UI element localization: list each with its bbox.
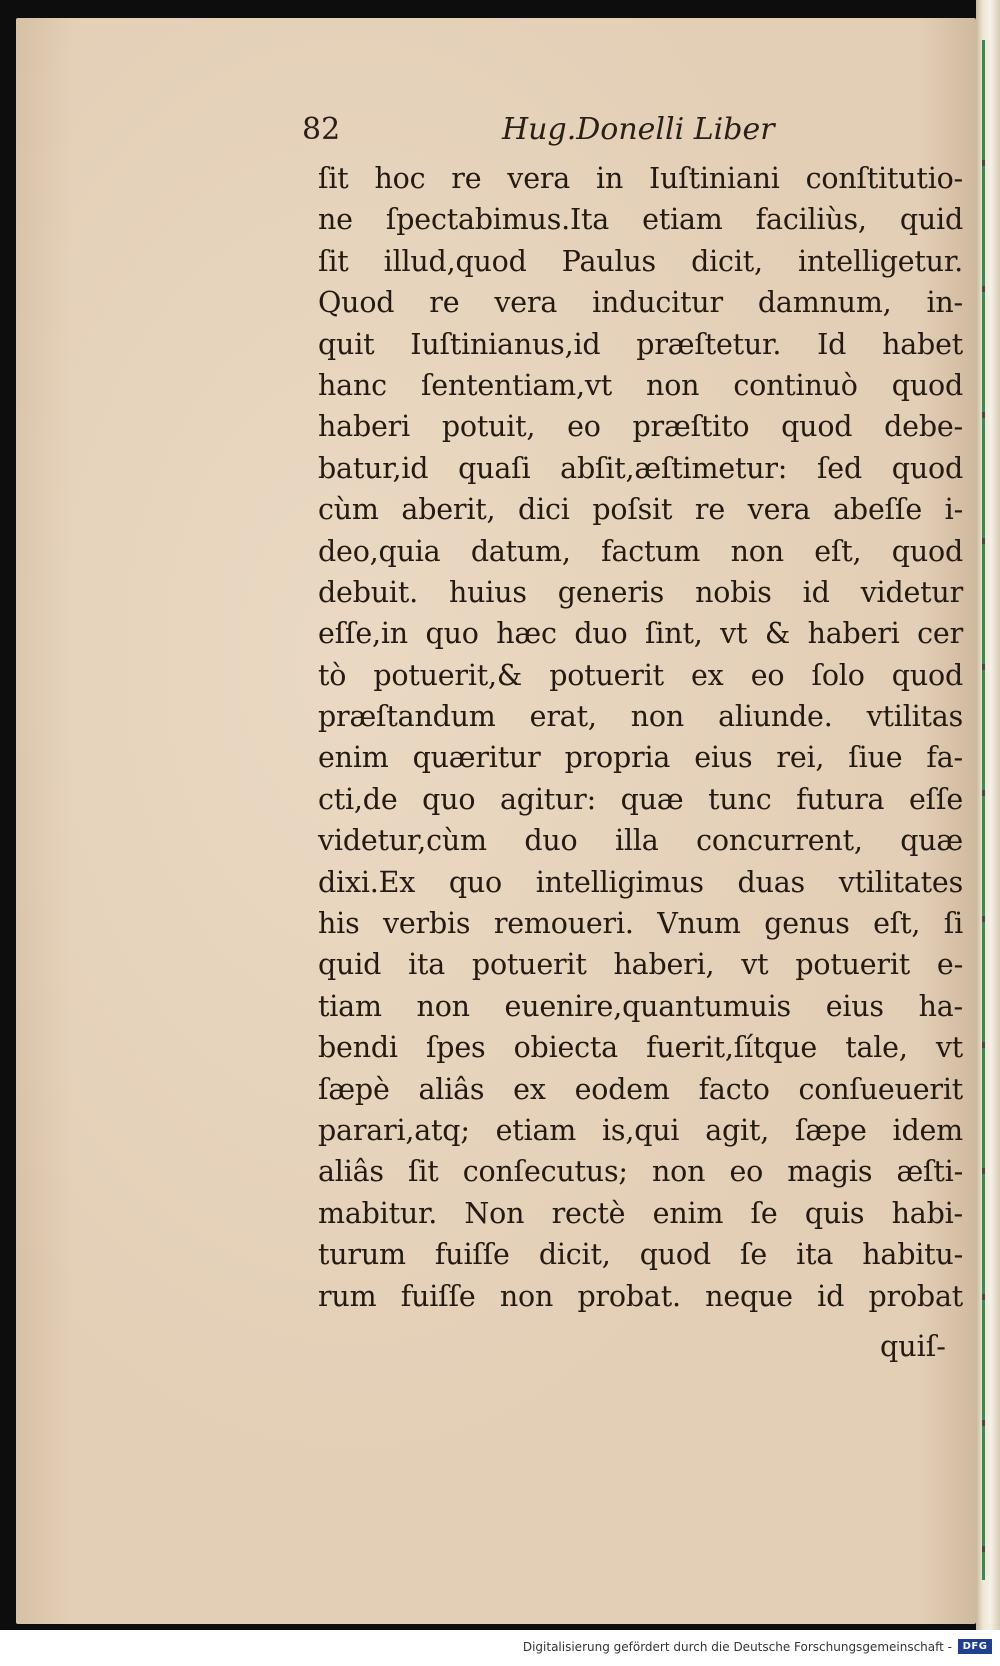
text-line: præſtandum erat, non aliunde. vtilitas: [318, 700, 963, 734]
text-line: tiam non euenire,quantumuis eius ha-: [318, 989, 963, 1023]
text-line: Quod re vera inducitur damnum, in-: [318, 286, 963, 320]
text-line: ſit hoc re vera in Iuſtiniani conſtitutio-: [318, 162, 963, 195]
catchword: quiſ-: [880, 1330, 946, 1363]
text-line: enim quæritur propria eius rei, ſiue fa-: [318, 741, 963, 775]
text-line: eſſe,in quo hæc duo ſint, vt & haberi cer: [318, 617, 963, 651]
text-line: tò potuerit,& potuerit ex eo ſolo quod: [318, 658, 963, 692]
text-line: batur,id quaſi abſit,æſtimetur: ſed quod: [318, 451, 963, 485]
text-line: aliâs ſit conſecutus; non eo magis æſti-: [318, 1155, 963, 1189]
text-line: videtur,cùm duo illa concurrent, quæ: [318, 824, 963, 858]
text-line: debuit. huius generis nobis id videtur: [318, 575, 963, 609]
page-number: 82: [302, 112, 341, 147]
dfg-logo: DFG: [958, 1639, 992, 1654]
text-line: bendi ſpes obiecta fuerit,ſítque tale, vt: [318, 1031, 963, 1065]
text-line: ſæpè aliâs ex eodem facto conſueuerit: [318, 1072, 963, 1106]
running-head: [302, 108, 862, 152]
text-line: quit Iuſtinianus,id præſtetur. Id habet: [318, 327, 963, 361]
page-edge: [976, 0, 1000, 1630]
text-line: cùm aberit, dici poſsit re vera abeſſe i-: [318, 493, 963, 527]
footer-bar: [0, 1630, 1000, 1666]
text-line: ſit illud,quod Paulus dicit, intelligetur.: [318, 244, 963, 278]
text-line: turum fuiſſe dicit, quod ſe ita habitu-: [318, 1238, 963, 1272]
text-line: mabitur. Non rectè enim ſe quis habi-: [318, 1196, 963, 1230]
footer-credit: Digitalisierung gefördert durch die Deutsche Forschungsgemeinschaft -: [522, 1640, 952, 1654]
text-line: dixi.Ex quo intelligimus duas vtilitates: [318, 865, 963, 899]
text-line: quid ita potuerit haberi, vt potuerit e-: [318, 948, 963, 982]
text-line: his verbis remoueri. Vnum genus eſt, ſi: [318, 907, 963, 941]
text-line: parari,atq; etiam is,qui agit, ſæpe idem: [318, 1113, 963, 1147]
text-line: rum fuiſſe non probat. neque id probat: [318, 1279, 963, 1313]
body-text: [318, 158, 963, 1317]
text-line: deo,quia datum, factum non eſt, quod: [318, 534, 963, 568]
text-line: hanc ſententiam,vt non continuò quod: [318, 368, 963, 402]
text-line: ne ſpectabimus.Ita etiam faciliùs, quid: [318, 203, 963, 237]
running-title: Hug.Donelli Liber: [502, 112, 775, 147]
text-line: cti,de quo agitur: quæ tunc futura eſſe: [318, 782, 963, 816]
text-line: haberi potuit, eo præſtito quod debe-: [318, 410, 963, 444]
